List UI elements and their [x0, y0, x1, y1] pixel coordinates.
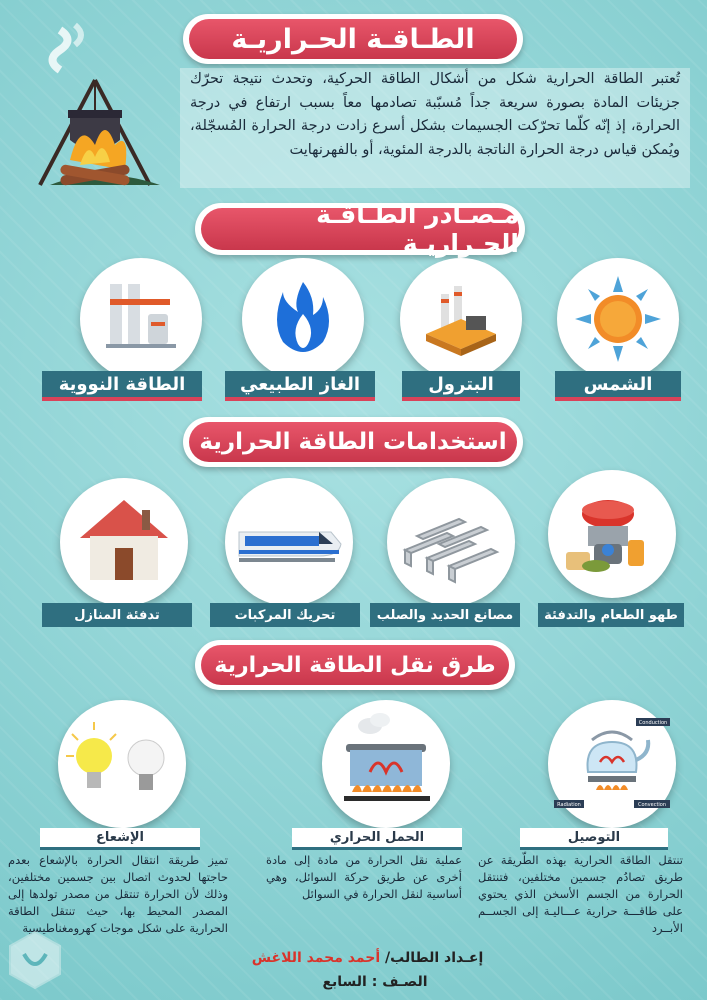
student-name: أحمد محمد اللاغش: [251, 950, 381, 966]
source-label-sun: الشمس: [555, 371, 681, 401]
page-title: الطـاقـة الحـراريـة: [189, 19, 517, 59]
uses-heading-pill: [183, 417, 523, 467]
train-icon: [225, 478, 353, 606]
uses-heading: استخدامات الطاقة الحرارية: [189, 422, 517, 462]
method-label-conduction: التوصيل: [520, 828, 668, 850]
source-label-nuclear: الطاقة النووية: [42, 371, 202, 401]
campfire-pot-icon: [20, 20, 190, 195]
steel-beams-icon: [387, 478, 515, 606]
title-pill: [183, 14, 523, 64]
footer-grade: الصـف : السابع: [322, 974, 428, 990]
tag-convection: Convection: [637, 802, 667, 808]
cooking-icon: [548, 470, 676, 598]
use-label-vehicles: تحريك المركبات: [210, 603, 360, 627]
intro-paragraph: تُعتبر الطاقة الحرارية شكل من أشكال الطاقة الحركية، وتحدث نتيجة تحرّك جزيئات المادة بصورة سريعة جداً مُسبّبة تصادمها معاً بسبب ارتفاع في درجة الحرارة، إذ إنّه كلّما تحرّكت الجسيمات بشكل أسرع زادت درجة الحرارة المُسجّلة، ويُمكن قياس درجة الحرارة الناتجة بالدرجة المئوية، أو بالفهرنهايت: [180, 68, 690, 188]
method-text-conduction: تنتقل الطاقة الحرارية بهذه الطّريقة عن طريق تصادُم جسمين مختلفين، فتنتقل الحرارة من الجسم الأسخن الذي يحتوي على طاقـــة حرارية عـــاليـة إلى الجســم الأبــرد: [478, 853, 683, 935]
kettle-icon: [548, 700, 676, 828]
gas-flame-icon: [242, 258, 364, 380]
sources-heading-pill: [195, 200, 525, 258]
source-label-oil: البترول: [402, 371, 520, 401]
methods-heading-pill: [195, 640, 515, 690]
tag-conduction: Conduction: [638, 720, 668, 726]
method-label-radiation: الإشعاع: [40, 828, 200, 850]
use-label-homes: تدفئة المنازل: [42, 603, 192, 627]
use-label-steel: مصانع الحديد والصلب: [370, 603, 520, 627]
footer-credit: [230, 950, 505, 966]
watermark-logo-icon: [6, 930, 64, 994]
light-bulb-icon: [58, 700, 186, 828]
nuclear-plant-icon: [80, 258, 202, 380]
method-text-radiation: تميز طريقة انتقال الحرارة بالإشعاع بعدم حاجتها لحدوث اتصال بين جسمين مختلفين، وذلك لأن الحرارة تنتقل من مصدر تولدها إلى المصدر المحيط بها، حيث تنتقل الطاقة الحرارية على شكل موجات كهرومغناطيسية: [8, 853, 228, 935]
source-label-gas: الغاز الطبيعي: [225, 371, 375, 401]
methods-heading: طرق نقل الطاقة الحرارية: [201, 645, 509, 685]
use-label-cooking: طهو الطعام والتدفئة: [538, 603, 684, 627]
prepared-label: إعـداد الطالب/: [385, 950, 484, 966]
oil-factory-icon: [400, 258, 522, 380]
tag-radiation: Radiation: [557, 802, 581, 808]
method-text-convection: عملية نقل الحرارة من مادة إلى مادة أخرى عن طريق حركة السوائل، وهي أساسية لنقل الحرارة في السوائل: [266, 853, 462, 901]
boiling-pot-icon: [322, 700, 450, 828]
sun-icon: [557, 258, 679, 380]
house-icon: [60, 478, 188, 606]
method-label-convection: الحمل الحراري: [292, 828, 462, 850]
sources-heading: مـصـادر الطـاقـة الحـراريـة: [201, 208, 519, 250]
